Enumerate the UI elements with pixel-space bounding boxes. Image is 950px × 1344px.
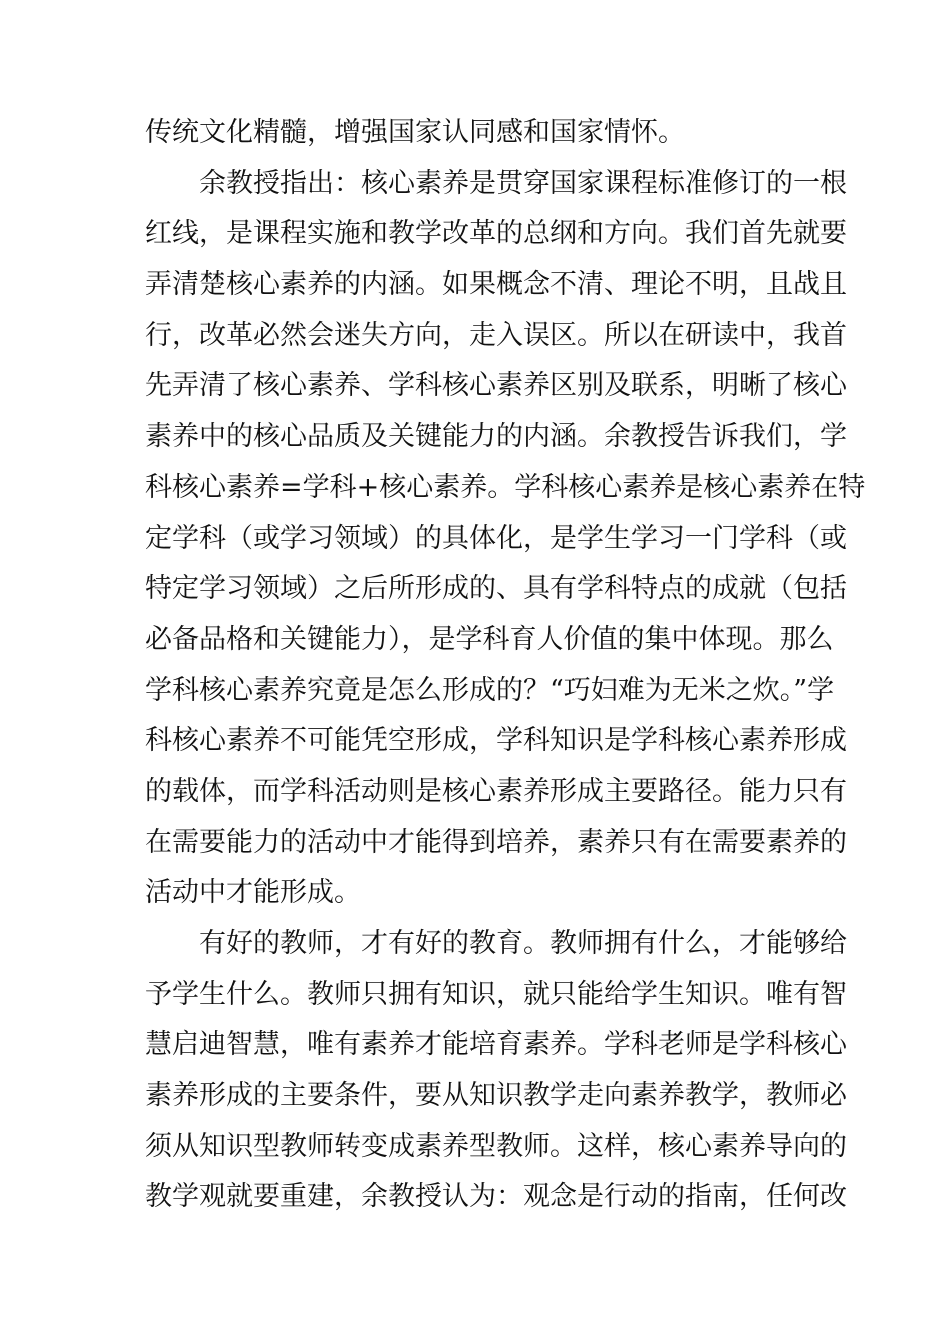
text-line: 定学科（或学习领域）的具体化，是学生学习一门学科（或 bbox=[145, 522, 847, 554]
text-line: 必备品格和关键能力），是学科育人价值的集中体现。那么 bbox=[145, 623, 834, 655]
text-line: 先弄清了核心素养、学科核心素养区别及联系，明晰了核心 bbox=[145, 370, 847, 402]
text-line: 慧启迪智慧，唯有素养才能培育素养。学科老师是学科核心 bbox=[145, 1029, 847, 1061]
text-line: 须从知识型教师转变成素养型教师。这样，核心素养导向的 bbox=[145, 1130, 847, 1162]
text-line: 余教授指出：核心素养是贯穿国家课程标准修订的一根 bbox=[199, 167, 847, 199]
text-line: 弄清楚核心素养的内涵。如果概念不清、理论不明，且战且 bbox=[145, 269, 847, 301]
text-line: 特定学习领域）之后所形成的、具有学科特点的成就（包括 bbox=[145, 573, 847, 605]
text-line: 的载体，而学科活动则是核心素养形成主要路径。能力只有 bbox=[145, 775, 847, 807]
text-line: 行，改革必然会迷失方向，走入误区。所以在研读中，我首 bbox=[145, 319, 847, 351]
text-line: 红线，是课程实施和教学改革的总纲和方向。我们首先就要 bbox=[145, 218, 847, 250]
text-line: 素养中的核心品质及关键能力的内涵。余教授告诉我们，学 bbox=[145, 421, 847, 453]
body-text bbox=[145, 108, 866, 1223]
text-line: 科核心素养=学科+核心素养。学科核心素养是核心素养在特 bbox=[145, 471, 866, 503]
paragraph-1 bbox=[145, 108, 807, 159]
text-line: 传统文化精髓，增强国家认同感和国家情怀。 bbox=[145, 117, 685, 148]
text-line: 素养形成的主要条件，要从知识教学走向素养教学，教师必 bbox=[145, 1080, 847, 1112]
text-line: 科核心素养不可能凭空形成，学科知识是学科核心素养形成 bbox=[145, 725, 847, 757]
text-line: 学科核心素养究竟是怎么形成的？“巧妇难为无米之炊。”学 bbox=[145, 674, 835, 706]
text-line: 在需要能力的活动中才能得到培养，素养只有在需要素养的 bbox=[145, 826, 847, 858]
text-line: 教学观就要重建，余教授认为：观念是行动的指南，任何改 bbox=[145, 1181, 847, 1213]
text-line: 活动中才能形成。 bbox=[145, 877, 361, 909]
text-line: 有好的教师，才有好的教育。教师拥有什么，才能够给 bbox=[199, 928, 847, 959]
paragraph-3 bbox=[145, 919, 847, 1223]
text-line: 予学生什么。教师只拥有知识，就只能给学生知识。唯有智 bbox=[145, 978, 847, 1010]
paragraph-2 bbox=[145, 159, 866, 919]
